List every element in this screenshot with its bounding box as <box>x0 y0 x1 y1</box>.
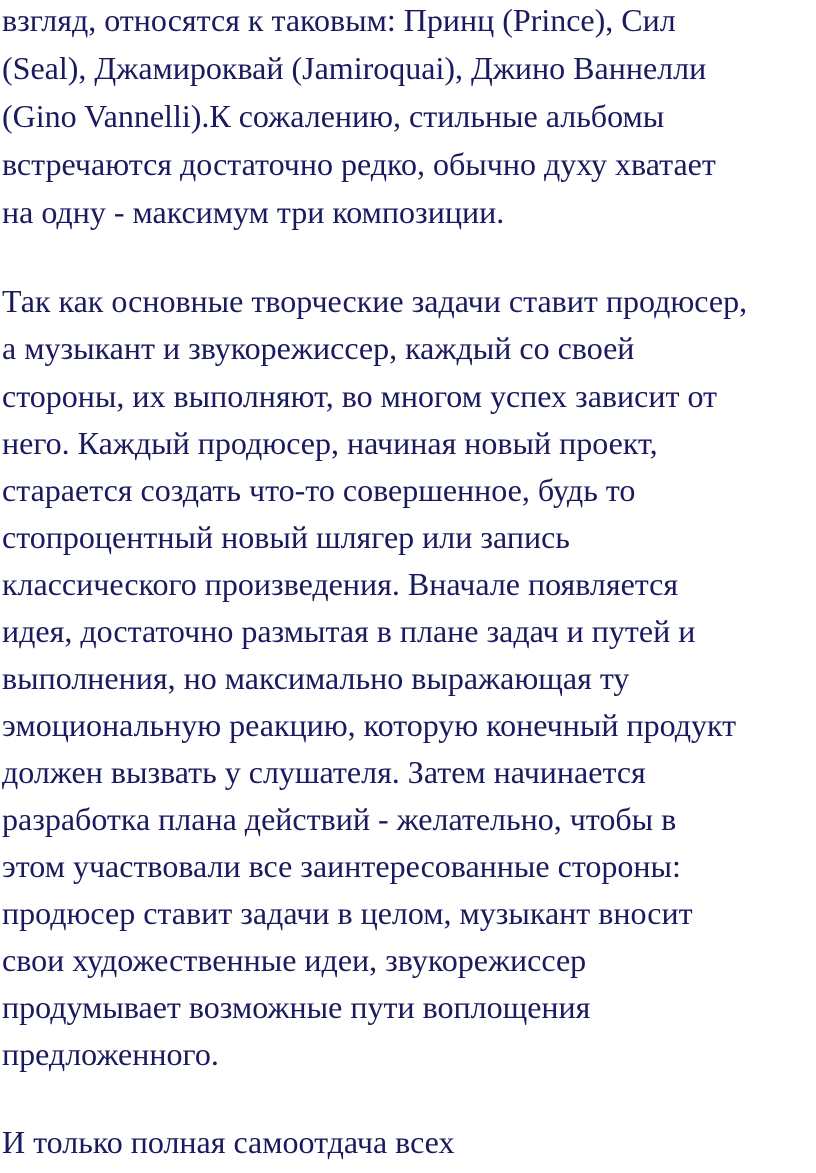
text-line: идея, достаточно размытая в плане задач и путей и <box>2 613 696 649</box>
text-line: (Seal), Джамироквай (Jamiroquai), Джино Ваннелли <box>2 50 707 86</box>
text-line: выполнения, но максимально выражающая ту <box>2 660 630 696</box>
text-line: должен вызвать у слушателя. Затем начинается <box>2 754 646 790</box>
text-line: классического произведения. Вначале появляется <box>2 566 679 602</box>
text-line: продумывает возможные пути воплощения <box>2 989 591 1025</box>
text-line: на одну - максимум три композиции. <box>2 194 505 230</box>
text-line: Так как основные творческие задачи ставит продюсер, <box>2 283 748 319</box>
text-line: предложенного. <box>2 1036 219 1072</box>
text-line: свои художественные идеи, звукорежиссер <box>2 942 587 978</box>
text-line: стопроцентный новый шлягер или запись <box>2 519 570 555</box>
text-line: разработка плана действий - желательно, чтобы в <box>2 801 677 837</box>
text-line: продюсер ставит задачи в целом, музыкант вносит <box>2 895 693 931</box>
text-line: (Gino Vannelli).К сожалению, стильные альбомы <box>2 98 665 134</box>
text-line: а музыкант и звукорежиссер, каждый со своей <box>2 330 635 366</box>
text-line: стороны, их выполняют, во многом успех зависит от <box>2 378 717 414</box>
text-line: взгляд, относятся к таковым: Принц (Prince), Сил <box>2 2 676 38</box>
text-line: этом участвовали все заинтересованные стороны: <box>2 848 681 884</box>
text-line: эмоциональную реакцию, которую конечный продукт <box>2 707 737 743</box>
text-line: И только полная самоотдача всех <box>2 1124 455 1160</box>
text-line: старается создать что-то совершенное, будь то <box>2 472 636 508</box>
text-line: него. Каждый продюсер, начиная новый проект, <box>2 425 658 461</box>
text-line: встречаются достаточно редко, обычно духу хватает <box>2 146 716 182</box>
